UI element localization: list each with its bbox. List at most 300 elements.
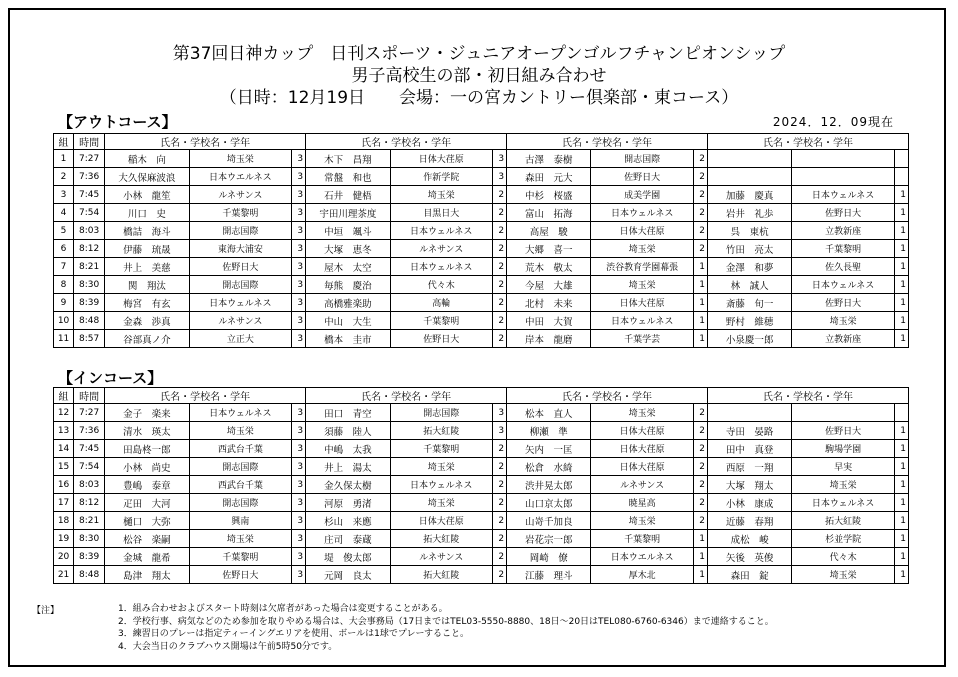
player-school: 開志国際 — [591, 150, 693, 168]
tee-time: 7:54 — [74, 204, 105, 222]
tee-time: 8:12 — [74, 240, 105, 258]
player-name: 西原 一翔 — [707, 458, 791, 476]
header-player: 氏名・学校名・学年 — [707, 388, 908, 404]
player-school: 埼玉栄 — [591, 512, 693, 530]
player-name: 清水 瑛太 — [105, 422, 189, 440]
player-school: 成美学園 — [591, 186, 693, 204]
table-row — [54, 222, 909, 240]
player-grade: 3 — [292, 440, 306, 458]
player-name: 岩井 礼歩 — [707, 204, 791, 222]
player-name: 渋井晃太郎 — [507, 476, 591, 494]
player-grade: 1 — [693, 294, 707, 312]
player-name: 元岡 良太 — [306, 566, 390, 584]
player-name: 森田 元大 — [507, 168, 591, 186]
player-name: 樋口 大弥 — [105, 512, 189, 530]
player-grade: 2 — [492, 222, 506, 240]
player-grade: 1 — [693, 548, 707, 566]
player-name: 岩花宗一郎 — [507, 530, 591, 548]
player-name: 井上 湯太 — [306, 458, 390, 476]
player-school — [792, 168, 894, 186]
player-name: 富山 拓海 — [507, 204, 591, 222]
player-name: 杉山 来應 — [306, 512, 390, 530]
table-row — [54, 204, 909, 222]
player-grade: 1 — [894, 240, 908, 258]
player-school: 埼玉栄 — [189, 422, 291, 440]
group-number: 7 — [54, 258, 74, 276]
group-number: 21 — [54, 566, 74, 584]
group-number: 11 — [54, 330, 74, 348]
group-number: 6 — [54, 240, 74, 258]
group-number: 18 — [54, 512, 74, 530]
player-name: 須藤 陸人 — [306, 422, 390, 440]
group-number: 2 — [54, 168, 74, 186]
player-school: 佐野日大 — [792, 204, 894, 222]
player-name: 森田 錠 — [707, 566, 791, 584]
player-name: 田島柊一郎 — [105, 440, 189, 458]
player-school: 厚木北 — [591, 566, 693, 584]
player-grade: 3 — [292, 330, 306, 348]
player-grade: 3 — [292, 494, 306, 512]
player-school — [792, 404, 894, 422]
tee-time: 8:21 — [74, 258, 105, 276]
table-row — [54, 476, 909, 494]
note-line: 1．組み合わせおよびスタート時刻は欠席者があった場合は変更することがある。 — [118, 604, 448, 614]
player-grade: 3 — [292, 240, 306, 258]
player-name: 稲木 向 — [105, 150, 189, 168]
player-school: 千葉黎明 — [792, 240, 894, 258]
player-school: 埼玉栄 — [189, 530, 291, 548]
player-school: 日本ウエルネス — [591, 548, 693, 566]
player-name: 小林 龍笙 — [105, 186, 189, 204]
tee-time: 8:03 — [74, 476, 105, 494]
table-row — [54, 276, 909, 294]
tee-time: 8:48 — [74, 566, 105, 584]
player-school: 佐野日大 — [792, 294, 894, 312]
player-grade: 2 — [693, 494, 707, 512]
player-grade: 2 — [492, 312, 506, 330]
player-school: 埼玉栄 — [390, 186, 492, 204]
player-school: 埼玉栄 — [390, 458, 492, 476]
player-name: 橋本 圭市 — [306, 330, 390, 348]
table-row — [54, 294, 909, 312]
group-number: 15 — [54, 458, 74, 476]
player-school: 佐野日大 — [792, 422, 894, 440]
tee-time: 8:12 — [74, 494, 105, 512]
player-grade: 1 — [894, 512, 908, 530]
player-grade: 3 — [292, 258, 306, 276]
player-grade: 2 — [492, 240, 506, 258]
player-grade: 2 — [693, 240, 707, 258]
player-name: 中垣 颯斗 — [306, 222, 390, 240]
header-group: 組 — [54, 388, 74, 404]
out-course-label: 【アウトコース】 — [58, 113, 177, 131]
player-name: 木下 昌翔 — [306, 150, 390, 168]
player-name: 柳瀬 準 — [507, 422, 591, 440]
player-name: 林 誠人 — [707, 276, 791, 294]
player-school: 日体大荏原 — [591, 440, 693, 458]
group-number: 12 — [54, 404, 74, 422]
player-school: 立教新座 — [792, 222, 894, 240]
player-school: 日本ウェルネス — [792, 494, 894, 512]
player-grade: 2 — [492, 294, 506, 312]
player-name: 江藤 理斗 — [507, 566, 591, 584]
player-school: ルネサンス — [390, 240, 492, 258]
player-school: 東海大浦安 — [189, 240, 291, 258]
player-grade: 1 — [894, 186, 908, 204]
player-school: 日本ウェルネス — [792, 186, 894, 204]
group-number: 10 — [54, 312, 74, 330]
in-course-table — [53, 387, 909, 584]
player-name: 今屋 大雄 — [507, 276, 591, 294]
player-grade: 2 — [492, 330, 506, 348]
player-name: 呉 東杭 — [707, 222, 791, 240]
player-school: 興南 — [189, 512, 291, 530]
player-name: 岸本 龍磨 — [507, 330, 591, 348]
note-line: 4．大会当日のクラブハウス開場は午前5時50分です。 — [118, 641, 338, 652]
player-grade: 2 — [693, 476, 707, 494]
player-school: 開志国際 — [390, 404, 492, 422]
player-school: 埼玉栄 — [189, 150, 291, 168]
player-grade: 1 — [693, 276, 707, 294]
player-school: 埼玉栄 — [792, 476, 894, 494]
player-name: 小泉慶一郎 — [707, 330, 791, 348]
tee-time: 8:57 — [74, 330, 105, 348]
player-school: 拓大紅陵 — [390, 566, 492, 584]
player-grade: 3 — [292, 566, 306, 584]
table-row — [54, 186, 909, 204]
player-name: 中杉 桜盛 — [507, 186, 591, 204]
player-name: 矢後 英俊 — [707, 548, 791, 566]
player-grade: 1 — [894, 440, 908, 458]
player-name: 矢内 一匡 — [507, 440, 591, 458]
player-grade: 1 — [894, 458, 908, 476]
player-name: 田中 真登 — [707, 440, 791, 458]
player-grade: 2 — [693, 150, 707, 168]
header-player: 氏名・学校名・学年 — [507, 134, 708, 150]
group-number: 14 — [54, 440, 74, 458]
player-name: 堤 俊太郎 — [306, 548, 390, 566]
player-school: 埼玉栄 — [792, 312, 894, 330]
tee-time: 8:03 — [74, 222, 105, 240]
player-name: 加藤 慶真 — [707, 186, 791, 204]
player-grade: 1 — [894, 204, 908, 222]
player-school: 早実 — [792, 458, 894, 476]
player-name: 疋田 大河 — [105, 494, 189, 512]
player-grade: 3 — [292, 548, 306, 566]
player-grade: 1 — [894, 276, 908, 294]
player-school: 佐久長聖 — [792, 258, 894, 276]
player-school: 埼玉栄 — [390, 494, 492, 512]
player-grade: 3 — [292, 458, 306, 476]
player-grade — [894, 404, 908, 422]
player-name: 松本 直人 — [507, 404, 591, 422]
player-grade: 2 — [693, 168, 707, 186]
player-name: 野村 維穂 — [707, 312, 791, 330]
player-name: 高屋 駿 — [507, 222, 591, 240]
group-number: 1 — [54, 150, 74, 168]
player-school: ルネサンス — [189, 312, 291, 330]
player-grade: 2 — [492, 512, 506, 530]
group-number: 5 — [54, 222, 74, 240]
tee-time: 7:45 — [74, 186, 105, 204]
player-school: 高輪 — [390, 294, 492, 312]
title-line-1: 第37回日神カップ 日刊スポーツ・ジュニアオープンゴルフチャンピオンシップ — [172, 44, 786, 64]
tee-time: 7:54 — [74, 458, 105, 476]
player-name: 宇田川理茶度 — [306, 204, 390, 222]
tee-time: 8:39 — [74, 548, 105, 566]
player-name: 大久保麻波浪 — [105, 168, 189, 186]
player-grade: 1 — [894, 258, 908, 276]
player-name: 梅宮 有玄 — [105, 294, 189, 312]
tee-time: 7:27 — [74, 150, 105, 168]
out-course-table — [53, 133, 909, 348]
player-grade — [894, 150, 908, 168]
player-school: 作新学院 — [390, 168, 492, 186]
player-school: 西武台千葉 — [189, 476, 291, 494]
player-school: 拓大紅陵 — [792, 512, 894, 530]
player-school: 千葉黎明 — [390, 312, 492, 330]
tee-time: 7:36 — [74, 422, 105, 440]
player-name: 常盤 和也 — [306, 168, 390, 186]
table-row — [54, 440, 909, 458]
player-name — [707, 404, 791, 422]
player-school: 日本ウェルネス — [189, 294, 291, 312]
player-school: 拓大紅陵 — [390, 530, 492, 548]
player-grade: 3 — [492, 404, 506, 422]
table-row — [54, 422, 909, 440]
player-grade: 2 — [693, 512, 707, 530]
player-name: 山嵜千加良 — [507, 512, 591, 530]
player-name: 豊嶋 泰章 — [105, 476, 189, 494]
player-grade: 1 — [693, 258, 707, 276]
group-number: 3 — [54, 186, 74, 204]
player-name: 庄司 泰蔵 — [306, 530, 390, 548]
player-name: 大塚 恵冬 — [306, 240, 390, 258]
title-line-2: 男子高校生の部・初日組み合わせ — [351, 66, 607, 86]
player-grade: 3 — [292, 150, 306, 168]
header-time: 時間 — [74, 134, 105, 150]
player-name: 河原 勇渚 — [306, 494, 390, 512]
player-name: 寺田 晏路 — [707, 422, 791, 440]
notes-list — [118, 603, 774, 653]
table-row — [54, 458, 909, 476]
player-school: 拓大紅陵 — [390, 422, 492, 440]
player-grade: 3 — [292, 168, 306, 186]
table-row — [54, 168, 909, 186]
player-school: 渋谷教育学園幕張 — [591, 258, 693, 276]
player-grade: 2 — [492, 458, 506, 476]
tee-time: 8:30 — [74, 530, 105, 548]
player-name: 中田 大賀 — [507, 312, 591, 330]
player-name: 島津 翔太 — [105, 566, 189, 584]
player-grade: 3 — [292, 276, 306, 294]
player-name: 石井 健梧 — [306, 186, 390, 204]
tee-time: 8:21 — [74, 512, 105, 530]
player-name: 大塚 翔太 — [707, 476, 791, 494]
player-grade: 3 — [292, 404, 306, 422]
player-grade: 3 — [292, 530, 306, 548]
player-name: 古澤 泰樹 — [507, 150, 591, 168]
player-grade: 2 — [492, 566, 506, 584]
group-number: 20 — [54, 548, 74, 566]
player-school: 暁星高 — [591, 494, 693, 512]
header-group: 組 — [54, 134, 74, 150]
player-school: 代々木 — [792, 548, 894, 566]
group-number: 13 — [54, 422, 74, 440]
player-grade: 3 — [292, 476, 306, 494]
player-school: 千葉黎明 — [189, 548, 291, 566]
player-school: 埼玉栄 — [591, 404, 693, 422]
table-header-row — [54, 134, 909, 150]
player-school: 千葉黎明 — [390, 440, 492, 458]
player-name: 金澤 和夢 — [707, 258, 791, 276]
player-grade: 3 — [292, 312, 306, 330]
title-line-3: （日時：12月19日 会場：一の宮カントリー倶楽部・東コース） — [219, 88, 739, 108]
table-row — [54, 312, 909, 330]
group-number: 19 — [54, 530, 74, 548]
player-name: 金子 楽来 — [105, 404, 189, 422]
player-school: 開志国際 — [189, 494, 291, 512]
player-school: 千葉学芸 — [591, 330, 693, 348]
player-grade: 2 — [693, 204, 707, 222]
player-school: 立正大 — [189, 330, 291, 348]
player-grade: 1 — [894, 476, 908, 494]
player-school: 千葉黎明 — [189, 204, 291, 222]
player-name: 山口京太郎 — [507, 494, 591, 512]
player-grade: 3 — [292, 422, 306, 440]
note-line: 2．学校行事、病気などのため参加を取りやめる場合は、大会事務局（17日まではTEL03-5550-8880、18日～20日はTEL080-6760-6346）まで連絡すること。 — [118, 616, 774, 627]
header-player: 氏名・学校名・学年 — [105, 388, 306, 404]
player-school: 埼玉栄 — [792, 566, 894, 584]
player-grade: 2 — [693, 440, 707, 458]
in-course-label: 【インコース】 — [58, 369, 163, 387]
player-grade: 2 — [492, 186, 506, 204]
header-player: 氏名・学校名・学年 — [105, 134, 306, 150]
player-name: 高橋雅楽助 — [306, 294, 390, 312]
player-school — [792, 150, 894, 168]
player-school: 日本ウェルネス — [189, 404, 291, 422]
table-row — [54, 404, 909, 422]
player-name — [707, 150, 791, 168]
player-grade: 2 — [492, 440, 506, 458]
player-school: 開志国際 — [189, 276, 291, 294]
player-grade: 2 — [492, 530, 506, 548]
header-player: 氏名・学校名・学年 — [306, 134, 507, 150]
player-school: 日本ウェルネス — [792, 276, 894, 294]
player-name: 金久保太樹 — [306, 476, 390, 494]
player-school: 立教新座 — [792, 330, 894, 348]
player-grade: 1 — [894, 530, 908, 548]
player-grade: 3 — [492, 150, 506, 168]
player-school: 佐野日大 — [390, 330, 492, 348]
header-player: 氏名・学校名・学年 — [306, 388, 507, 404]
player-name: 金城 龍希 — [105, 548, 189, 566]
player-school: ルネサンス — [390, 548, 492, 566]
player-school: 杉並学院 — [792, 530, 894, 548]
player-school: 日体大荏原 — [591, 294, 693, 312]
as-of-date: 2024．12．09現在 — [772, 115, 894, 129]
player-grade: 1 — [894, 422, 908, 440]
player-school: 日体大荏原 — [591, 458, 693, 476]
player-name: 荒木 敬太 — [507, 258, 591, 276]
player-name: 北村 未来 — [507, 294, 591, 312]
player-name: 谷部真ノ介 — [105, 330, 189, 348]
player-grade: 1 — [693, 330, 707, 348]
player-grade: 1 — [894, 330, 908, 348]
player-grade: 1 — [693, 566, 707, 584]
player-school: 日体大荏原 — [390, 150, 492, 168]
player-name: 屋木 太空 — [306, 258, 390, 276]
tee-time: 8:30 — [74, 276, 105, 294]
group-number: 16 — [54, 476, 74, 494]
player-grade: 2 — [492, 258, 506, 276]
player-grade: 1 — [894, 548, 908, 566]
table-row — [54, 494, 909, 512]
player-grade: 3 — [492, 168, 506, 186]
player-name: 松倉 水綺 — [507, 458, 591, 476]
player-name: 伊藤 琉晟 — [105, 240, 189, 258]
player-school: 佐野日大 — [591, 168, 693, 186]
group-number: 17 — [54, 494, 74, 512]
player-grade: 3 — [292, 222, 306, 240]
player-school: 開志国際 — [189, 222, 291, 240]
player-name: 近藤 春翔 — [707, 512, 791, 530]
player-name: 小林 尚史 — [105, 458, 189, 476]
player-grade: 3 — [292, 204, 306, 222]
table-row — [54, 240, 909, 258]
note-line: 3．練習日のプレーは指定ティーイングエリアを使用、ボールは1球でプレーすること。 — [118, 629, 470, 640]
player-grade: 1 — [693, 530, 707, 548]
player-school: 日本ウェルネス — [390, 258, 492, 276]
tee-time: 7:36 — [74, 168, 105, 186]
tee-time: 8:39 — [74, 294, 105, 312]
table-row — [54, 512, 909, 530]
player-name: 金森 渉真 — [105, 312, 189, 330]
player-grade: 3 — [292, 512, 306, 530]
player-school: 日本ウエルネス — [189, 168, 291, 186]
tee-time: 7:27 — [74, 404, 105, 422]
player-grade: 2 — [693, 422, 707, 440]
player-name: 岡崎 僚 — [507, 548, 591, 566]
player-school: 日本ウェルネス — [390, 476, 492, 494]
player-name: 関 翔汰 — [105, 276, 189, 294]
header-player: 氏名・学校名・学年 — [707, 134, 908, 150]
player-school: 日本ウェルネス — [591, 204, 693, 222]
player-name: 松谷 楽嗣 — [105, 530, 189, 548]
player-name: 斎藤 旬一 — [707, 294, 791, 312]
player-grade — [894, 168, 908, 186]
player-school: 日体大荏原 — [390, 512, 492, 530]
player-name: 中嶋 太我 — [306, 440, 390, 458]
player-school: ルネサンス — [189, 186, 291, 204]
player-name: 毎熊 慶治 — [306, 276, 390, 294]
player-name: 竹田 亮太 — [707, 240, 791, 258]
group-number: 8 — [54, 276, 74, 294]
player-grade: 2 — [492, 494, 506, 512]
notes-label: 【注】 — [32, 606, 60, 616]
group-number: 4 — [54, 204, 74, 222]
player-name: 井上 美慈 — [105, 258, 189, 276]
player-school: 目黒日大 — [390, 204, 492, 222]
player-grade: 2 — [693, 186, 707, 204]
player-school: 埼玉栄 — [591, 240, 693, 258]
player-name: 橋詰 海斗 — [105, 222, 189, 240]
player-grade: 1 — [894, 294, 908, 312]
player-school: 埼玉栄 — [591, 276, 693, 294]
player-grade: 2 — [492, 276, 506, 294]
table-row — [54, 330, 909, 348]
header-time: 時間 — [74, 388, 105, 404]
